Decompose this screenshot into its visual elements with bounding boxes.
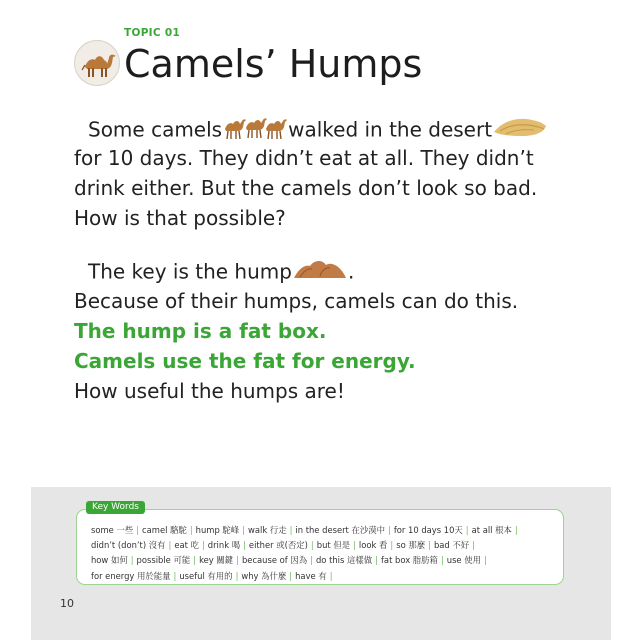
keywords-panel [31, 487, 611, 640]
keyword-separator: | [289, 525, 293, 535]
keyword-separator: | [428, 540, 431, 551]
keyword-separator: | [236, 555, 239, 566]
keyword-item: because of 因為 [241, 555, 308, 566]
paragraph-2-line-1-before: The key is the hump [88, 259, 292, 284]
keyword-item: useful 有用的 [179, 570, 233, 581]
keyword-separator: | [329, 570, 333, 581]
keyword-item: at all 根本 [471, 525, 512, 535]
keyword-item: eat 吃 [174, 540, 199, 551]
keyword-separator: | [310, 555, 313, 566]
paragraph-1 [74, 113, 548, 233]
keyword-item: for 10 days 10天 [393, 525, 463, 535]
keywords-line [91, 553, 561, 568]
keyword-item: for energy 用於能量 [91, 570, 171, 581]
keyword-separator: | [136, 525, 140, 535]
paragraph-2-line-2: Because of their humps, camels can do this. [74, 289, 519, 313]
paragraph-2 [74, 256, 518, 406]
keyword-item: hump 駝峰 [195, 525, 240, 535]
keyword-item: do this 這樣做 [315, 555, 373, 566]
keyword-separator: | [242, 525, 246, 535]
keyword-separator: | [465, 525, 469, 535]
keyword-separator: | [189, 525, 193, 535]
paragraph-2-line-5: How useful the humps are! [74, 379, 345, 403]
keywords-list [91, 523, 561, 584]
page-number: 10 [60, 597, 74, 610]
keyword-item: look 看 [358, 540, 388, 551]
keywords-line [91, 538, 561, 553]
paragraph-1-line-4: How is that possible? [74, 206, 286, 230]
keyword-separator: | [375, 555, 378, 566]
keyword-separator: | [353, 540, 356, 551]
paragraph-1-line-1-after: walked in the desert [288, 117, 493, 142]
camel-icon [74, 40, 120, 86]
keyword-item: so 那麼 [396, 540, 426, 551]
keyword-separator: | [173, 570, 177, 581]
keyword-separator: | [130, 555, 134, 566]
keyword-item: use 使用 [446, 555, 482, 566]
hump-icon [292, 256, 348, 290]
paragraph-2-line-3: The hump is a fat box. [74, 319, 327, 343]
keyword-item: possible 可能 [136, 555, 191, 566]
keyword-item: drink 喝 [207, 540, 241, 551]
keyword-item: but 但是 [316, 540, 351, 551]
keyword-item: camel 駱駝 [142, 525, 187, 535]
keyword-separator: | [243, 540, 246, 551]
keyword-separator: | [193, 555, 197, 566]
paragraph-1-line-3: drink either. But the camels don’t look so bad. [74, 176, 538, 200]
keyword-separator: | [388, 525, 391, 535]
keyword-item: have 有 [295, 570, 327, 581]
keyword-separator: | [168, 540, 172, 551]
keyword-separator: | [201, 540, 205, 551]
keyword-item: either 或(否定) [248, 540, 308, 551]
paragraph-1-line-2: for 10 days. They didn’t eat at all. They didn’t [74, 146, 534, 170]
keyword-separator: | [235, 570, 239, 581]
keyword-separator: | [472, 540, 475, 551]
keyword-item: walk 行走 [248, 525, 287, 535]
keyword-item: how 如何 [91, 555, 128, 566]
keyword-separator: | [440, 555, 444, 566]
keyword-item: didn’t (don’t) 沒有 [91, 540, 166, 551]
keyword-item: some 一些 [91, 525, 134, 535]
keyword-separator: | [390, 540, 394, 551]
paragraph-2-line-1-after: . [347, 259, 355, 284]
keywords-badge: Key Words [86, 501, 145, 514]
page-title: Camels’ Humps [124, 42, 423, 86]
keyword-item: key 關鍵 [199, 555, 234, 566]
keyword-separator: | [484, 555, 487, 566]
keywords-line [91, 569, 561, 584]
topic-label: TOPIC 01 [124, 27, 181, 39]
keyword-separator: | [310, 540, 314, 551]
keyword-item: why 為什麼 [241, 570, 287, 581]
paragraph-2-line-4: Camels use the fat for energy. [74, 349, 416, 373]
keywords-line [91, 523, 561, 538]
keyword-separator: | [289, 570, 293, 581]
keyword-separator: | [514, 525, 518, 535]
paragraph-1-line-1-before: Some camels [88, 117, 223, 142]
keyword-item: fat box 脂肪箱 [380, 555, 438, 566]
keyword-item: bad 不好 [433, 540, 470, 551]
keyword-item: in the desert 在沙漠中 [295, 525, 385, 535]
